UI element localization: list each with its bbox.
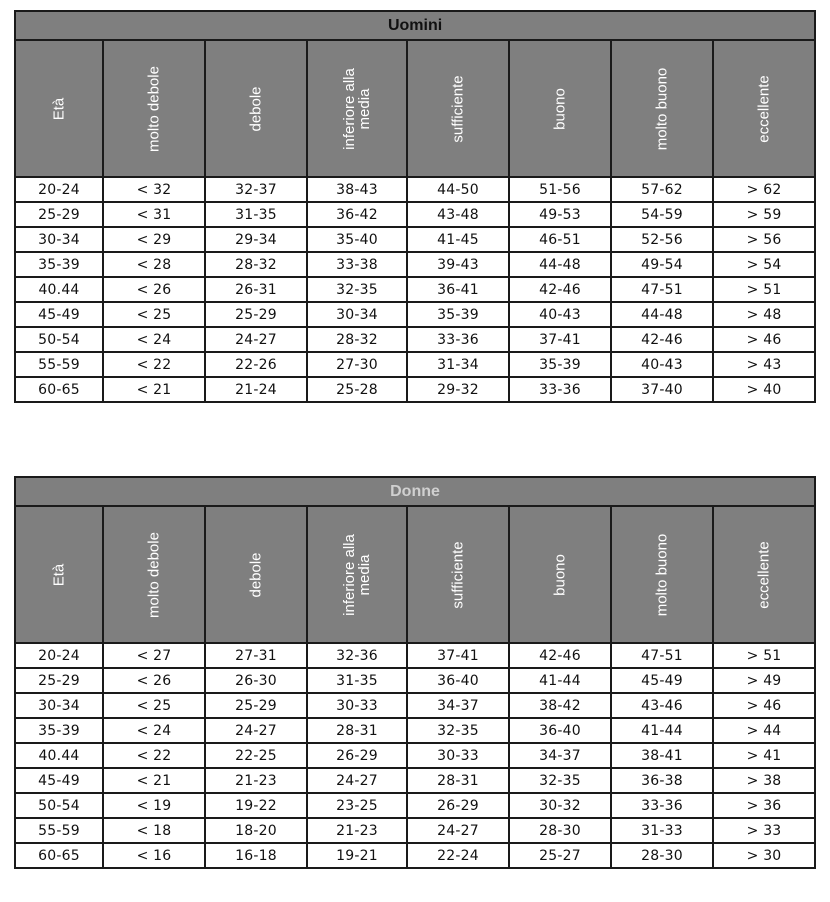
women-column-header [407,506,509,643]
score-range-cell: 19-22 [205,793,307,818]
score-range-cell: 49-54 [611,252,713,277]
score-range-cell: 33-36 [509,377,611,402]
score-range-cell: < 29 [103,227,205,252]
score-range-cell: 26-29 [407,793,509,818]
score-range-cell: 28-30 [509,818,611,843]
score-range-cell: 38-42 [509,693,611,718]
score-range-cell: 16-18 [205,843,307,868]
score-range-cell: 26-30 [205,668,307,693]
score-range-cell: 30-33 [407,743,509,768]
score-range-cell: 32-35 [509,768,611,793]
score-range-cell: 39-43 [407,252,509,277]
score-range-cell: 28-32 [307,327,407,352]
score-range-cell: 36-38 [611,768,713,793]
score-range-cell: < 25 [103,693,205,718]
women-column-header-label: molto debole [145,531,163,618]
women-column-header-label: eccellente [755,540,773,609]
score-range-cell: < 19 [103,793,205,818]
score-range-cell: 33-38 [307,252,407,277]
men-column-header [611,40,713,177]
score-range-cell: < 31 [103,202,205,227]
score-range-cell: 31-35 [307,668,407,693]
score-range-cell: 27-31 [205,643,307,668]
age-range-cell: 20-24 [15,643,103,668]
score-range-cell: < 22 [103,743,205,768]
score-range-cell: > 56 [713,227,815,252]
score-range-cell: 45-49 [611,668,713,693]
men-column-header [15,40,103,177]
score-range-cell: 52-56 [611,227,713,252]
score-range-cell: < 26 [103,277,205,302]
table-row [15,177,815,202]
score-range-cell: 27-30 [307,352,407,377]
age-range-cell: 40.44 [15,743,103,768]
score-range-cell: < 18 [103,818,205,843]
score-range-cell: > 48 [713,302,815,327]
score-range-cell: 36-40 [509,718,611,743]
score-range-cell: 41-44 [509,668,611,693]
table-row [15,352,815,377]
score-range-cell: 28-31 [407,768,509,793]
age-range-cell: 20-24 [15,177,103,202]
score-range-cell: 42-46 [509,643,611,668]
score-range-cell: 22-24 [407,843,509,868]
score-range-cell: 54-59 [611,202,713,227]
score-range-cell: 40-43 [509,302,611,327]
score-range-cell: > 62 [713,177,815,202]
age-range-cell: 45-49 [15,302,103,327]
score-range-cell: > 46 [713,693,815,718]
score-range-cell: > 40 [713,377,815,402]
score-range-cell: < 16 [103,843,205,868]
score-range-cell: 40-43 [611,352,713,377]
men-column-header-label: Età [50,97,68,120]
score-range-cell: > 43 [713,352,815,377]
age-range-cell: 50-54 [15,327,103,352]
score-range-cell: 21-24 [205,377,307,402]
score-range-cell: < 24 [103,718,205,743]
men-column-header-label: eccellente [755,74,773,143]
score-range-cell: > 36 [713,793,815,818]
score-range-cell: 41-44 [611,718,713,743]
table-row [15,718,815,743]
table-row [15,302,815,327]
score-range-cell: 25-29 [205,302,307,327]
women-column-header-label: buono [551,553,569,596]
score-range-cell: 22-26 [205,352,307,377]
score-range-cell: > 38 [713,768,815,793]
score-range-cell: > 54 [713,252,815,277]
women-fitness-table [14,476,816,869]
score-range-cell: 19-21 [307,843,407,868]
score-range-cell: < 25 [103,302,205,327]
score-range-cell: 30-32 [509,793,611,818]
age-range-cell: 40.44 [15,277,103,302]
score-range-cell: 36-40 [407,668,509,693]
women-column-header [307,506,407,643]
women-header-row [15,506,815,643]
score-range-cell: 23-25 [307,793,407,818]
table-row [15,793,815,818]
men-column-header-label: molto buono [653,67,671,150]
score-range-cell: > 33 [713,818,815,843]
age-range-cell: 50-54 [15,793,103,818]
score-range-cell: 46-51 [509,227,611,252]
table-row [15,202,815,227]
men-column-header-label: sufficiente [449,74,467,143]
score-range-cell: > 49 [713,668,815,693]
men-header-row [15,40,815,177]
table-row [15,743,815,768]
score-range-cell: > 59 [713,202,815,227]
score-range-cell: 44-48 [509,252,611,277]
score-range-cell: 26-29 [307,743,407,768]
score-range-cell: 44-50 [407,177,509,202]
score-range-cell: 42-46 [509,277,611,302]
score-range-cell: > 30 [713,843,815,868]
age-range-cell: 30-34 [15,693,103,718]
score-range-cell: 25-28 [307,377,407,402]
score-range-cell: 32-36 [307,643,407,668]
score-range-cell: 51-56 [509,177,611,202]
table-row [15,643,815,668]
age-range-cell: 60-65 [15,377,103,402]
score-range-cell: 24-27 [205,718,307,743]
score-range-cell: > 44 [713,718,815,743]
score-range-cell: < 21 [103,377,205,402]
age-range-cell: 35-39 [15,718,103,743]
score-range-cell: 35-40 [307,227,407,252]
score-range-cell: < 21 [103,768,205,793]
age-range-cell: 60-65 [15,843,103,868]
men-column-header [509,40,611,177]
women-column-header [205,506,307,643]
score-range-cell: 47-51 [611,277,713,302]
score-range-cell: 18-20 [205,818,307,843]
score-range-cell: 21-23 [205,768,307,793]
men-column-header-label: inferiore alla media [341,67,373,150]
score-range-cell: 37-41 [509,327,611,352]
score-range-cell: 29-34 [205,227,307,252]
score-range-cell: > 41 [713,743,815,768]
score-range-cell: 33-36 [611,793,713,818]
score-range-cell: 25-27 [509,843,611,868]
table-row [15,693,815,718]
score-range-cell: 37-40 [611,377,713,402]
score-range-cell: > 51 [713,643,815,668]
score-range-cell: < 32 [103,177,205,202]
score-range-cell: 31-35 [205,202,307,227]
age-range-cell: 25-29 [15,668,103,693]
women-column-header [713,506,815,643]
score-range-cell: 34-37 [509,743,611,768]
age-range-cell: 25-29 [15,202,103,227]
score-range-cell: 38-41 [611,743,713,768]
men-column-header [307,40,407,177]
score-range-cell: 43-46 [611,693,713,718]
score-range-cell: 32-35 [407,718,509,743]
table-row [15,843,815,868]
women-column-header-label: Età [50,563,68,586]
score-range-cell: 34-37 [407,693,509,718]
age-range-cell: 45-49 [15,768,103,793]
men-column-header [713,40,815,177]
score-range-cell: 41-45 [407,227,509,252]
table-row [15,768,815,793]
women-column-header [103,506,205,643]
score-range-cell: 31-33 [611,818,713,843]
score-range-cell: 43-48 [407,202,509,227]
score-range-cell: < 28 [103,252,205,277]
men-table-title: Uomini [15,11,815,40]
table-row [15,252,815,277]
score-range-cell: 35-39 [407,302,509,327]
score-range-cell: 30-33 [307,693,407,718]
score-range-cell: > 46 [713,327,815,352]
score-range-cell: 26-31 [205,277,307,302]
women-column-header-label: sufficiente [449,540,467,609]
score-range-cell: 24-27 [307,768,407,793]
score-range-cell: 38-43 [307,177,407,202]
score-range-cell: < 22 [103,352,205,377]
score-range-cell: 35-39 [509,352,611,377]
men-column-header-label: molto debole [145,65,163,152]
score-range-cell: 24-27 [407,818,509,843]
score-range-cell: 44-48 [611,302,713,327]
score-range-cell: 33-36 [407,327,509,352]
men-table-body [15,177,815,402]
score-range-cell: < 26 [103,668,205,693]
score-range-cell: < 27 [103,643,205,668]
score-range-cell: 28-31 [307,718,407,743]
age-range-cell: 55-59 [15,818,103,843]
men-column-header [205,40,307,177]
table-row [15,668,815,693]
score-range-cell: 36-41 [407,277,509,302]
score-range-cell: 25-29 [205,693,307,718]
score-range-cell: 31-34 [407,352,509,377]
score-range-cell: 21-23 [307,818,407,843]
women-table-body [15,643,815,868]
score-range-cell: 32-35 [307,277,407,302]
table-row [15,277,815,302]
women-column-header [611,506,713,643]
women-column-header [509,506,611,643]
table-row [15,327,815,352]
women-table-title: Donne [15,477,815,506]
score-range-cell: 32-37 [205,177,307,202]
score-range-cell: 49-53 [509,202,611,227]
women-column-header-label: inferiore alla media [341,533,373,616]
age-range-cell: 35-39 [15,252,103,277]
table-row [15,377,815,402]
score-range-cell: 37-41 [407,643,509,668]
women-column-header-label: molto buono [653,533,671,616]
score-range-cell: 42-46 [611,327,713,352]
score-range-cell: 22-25 [205,743,307,768]
men-column-header-label: debole [247,85,265,132]
men-column-header [407,40,509,177]
score-range-cell: 29-32 [407,377,509,402]
score-range-cell: < 24 [103,327,205,352]
score-range-cell: 47-51 [611,643,713,668]
score-range-cell: 28-30 [611,843,713,868]
score-range-cell: 30-34 [307,302,407,327]
score-range-cell: > 51 [713,277,815,302]
men-column-header-label: buono [551,87,569,130]
women-column-header [15,506,103,643]
score-range-cell: 36-42 [307,202,407,227]
women-column-header-label: debole [247,551,265,598]
score-range-cell: 28-32 [205,252,307,277]
men-column-header [103,40,205,177]
score-range-cell: 24-27 [205,327,307,352]
table-row [15,227,815,252]
table-row [15,818,815,843]
age-range-cell: 55-59 [15,352,103,377]
score-range-cell: 57-62 [611,177,713,202]
age-range-cell: 30-34 [15,227,103,252]
men-fitness-table [14,10,816,403]
